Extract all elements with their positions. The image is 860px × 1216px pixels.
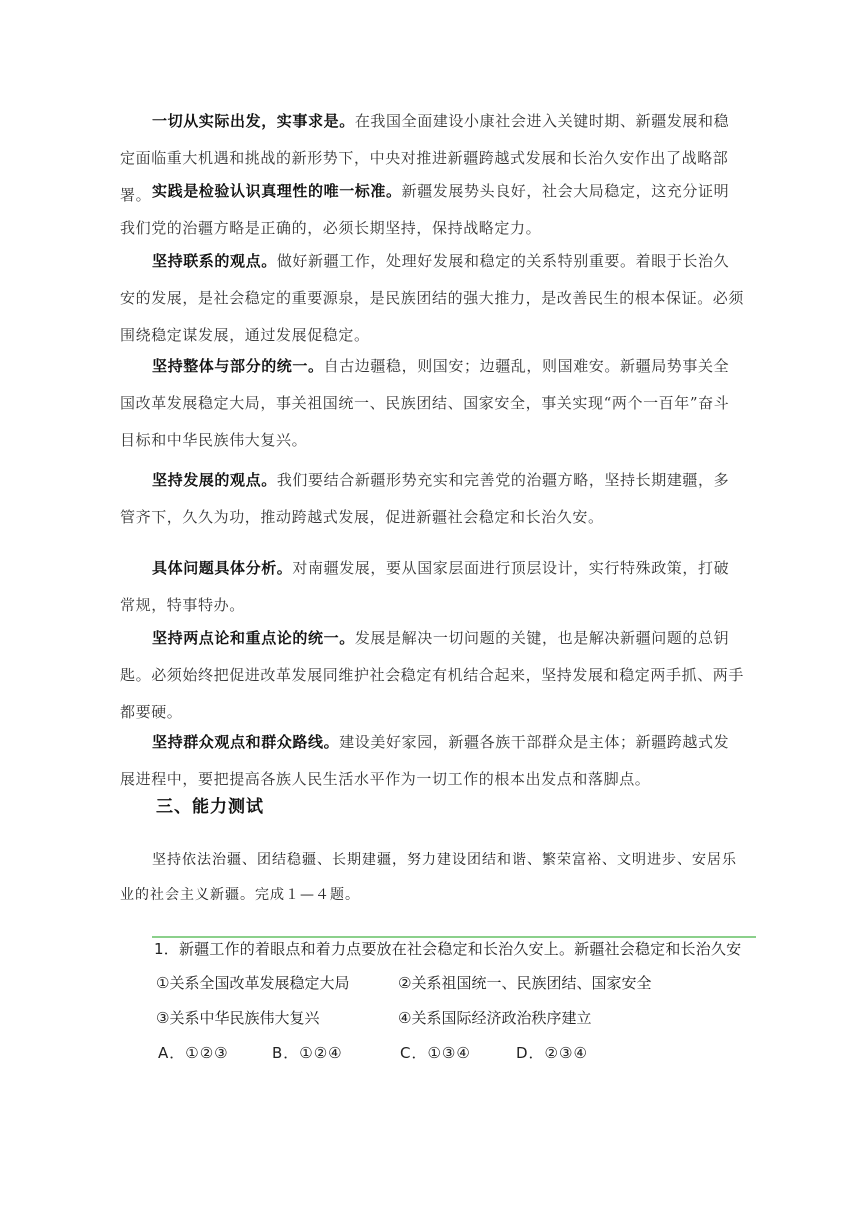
section-heading: 三、能力测试	[156, 797, 264, 817]
question-option-1: ①关系全国改革发展稳定大局	[156, 974, 350, 992]
paragraph-3	[120, 243, 744, 354]
question-option-2: ②关系祖国统一、民族团结、国家安全	[398, 974, 652, 992]
answer-choice-c[interactable]: C．①③④	[400, 1044, 471, 1062]
paragraph-1-lead: 一切从实际出发，实事求是。	[152, 112, 355, 130]
paragraph-5-lead: 坚持发展的观点。	[152, 471, 277, 489]
paragraph-3-lead: 坚持联系的观点。	[152, 252, 277, 270]
paragraph-5	[120, 462, 744, 536]
paragraph-8-lead: 坚持群众观点和群众路线。	[152, 733, 340, 751]
paragraph-4	[120, 348, 744, 459]
paragraph-6-text: 对南疆发展，要从国家层面进行顶层设计，实行特殊政策，打破常规，特事特办。	[120, 559, 730, 614]
test-intro: 坚持依法治疆、团结稳疆、长期建疆，努力建设团结和谐、繁荣富裕、文明进步、安居乐业的社会主义新疆。完成１—４题。	[120, 852, 737, 903]
paragraph-4-lead: 坚持整体与部分的统一。	[152, 357, 324, 375]
paragraph-7-text: 发展是解决一切问题的关键，也是解决新疆问题的总钥匙。必须始终把促进改革发展同维护社会稳定有机结合起来，坚持发展和稳定两手抓、两手都要硬。	[120, 629, 745, 721]
paragraph-2-lead: 实践是检验认识真理性的唯一标准。	[152, 182, 402, 200]
question-1	[152, 936, 756, 1066]
paragraph-7	[120, 620, 744, 731]
question-option-4: ④关系国际经济政治秩序建立	[398, 1009, 592, 1027]
paragraph-3-text: 做好新疆工作，处理好发展和稳定的关系特别重要。着眼于长治久安的发展，是社会稳定的重要源泉，是民族团结的强大推力，是改善民生的根本保证。必须围绕稳定谋发展，通过发展促稳定。	[120, 252, 745, 344]
paragraph-6-lead: 具体问题具体分析。	[152, 559, 293, 577]
paragraph-5-text: 我们要结合新疆形势充实和完善党的治疆方略，坚持长期建疆，多管齐下，久久为功，推动跨越式发展，促进新疆社会稳定和长治久安。	[120, 471, 730, 526]
paragraph-1-text: 在我国全面建设小康社会进入关键时期、新疆发展和稳定面临重大机遇和挑战的新形势下，中央对推进新疆跨越式发展和长治久安作出了战略部署。	[120, 112, 730, 204]
paragraph-7-lead: 坚持两点论和重点论的统一。	[152, 629, 355, 647]
paragraph-8	[120, 724, 744, 798]
paragraph-2	[120, 173, 744, 247]
answer-choice-b[interactable]: B．①②④	[272, 1044, 343, 1062]
question-option-3: ③关系中华民族伟大复兴	[156, 1009, 320, 1027]
paragraph-2-text: 新疆发展势头良好，社会大局稳定，这充分证明我们党的治疆方略是正确的，必须长期坚持，保持战略定力。	[120, 182, 730, 237]
question-stem: 1．新疆工作的着眼点和着力点要放在社会稳定和长治久安上。新疆社会稳定和长治久安	[154, 940, 742, 958]
paragraph-8-text: 建设美好家园，新疆各族干部群众是主体；新疆跨越式发展进程中，要把提高各族人民生活水平作为一切工作的根本出发点和落脚点。	[120, 733, 730, 788]
paragraph-6	[120, 550, 744, 624]
paragraph-4-text: 自古边疆稳，则国安；边疆乱，则国难安。新疆局势事关全国改革发展稳定大局，事关祖国统一、民族团结、国家安全，事关实现“两个一百年”奋斗目标和中华民族伟大复兴。	[120, 357, 730, 449]
answer-choice-d[interactable]: D．②③④	[516, 1044, 588, 1062]
answer-choice-a[interactable]: A．①②③	[158, 1044, 229, 1062]
